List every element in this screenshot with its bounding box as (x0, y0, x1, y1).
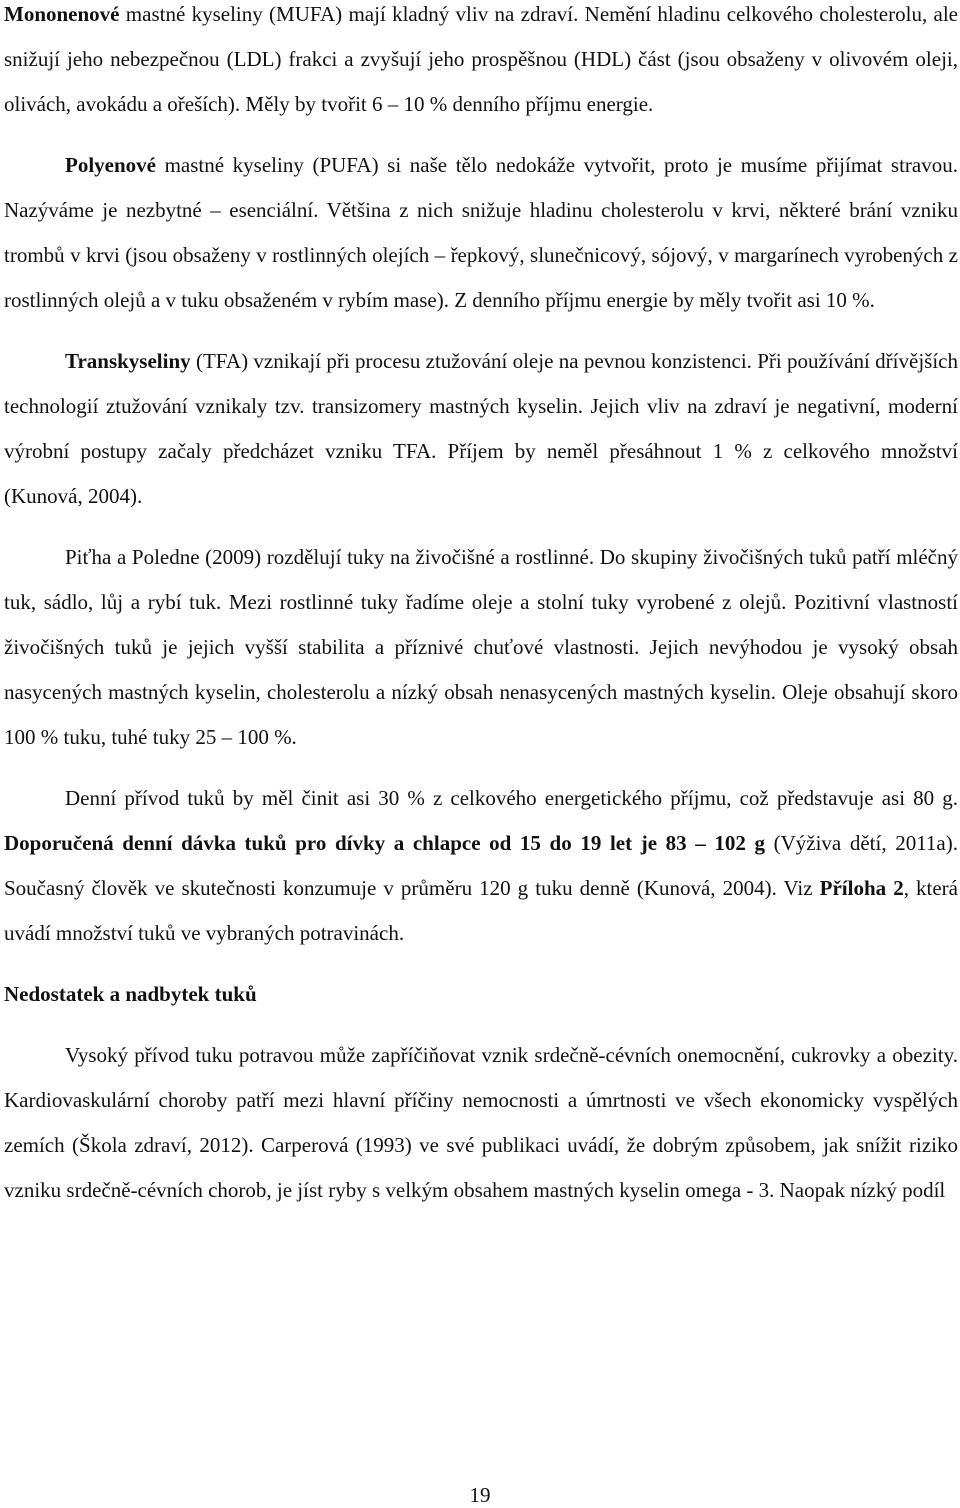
term-tfa: Transkyseliny (65, 349, 191, 373)
page-number: 19 (469, 1483, 491, 1507)
paragraph-tfa-text: (TFA) vznikají při procesu ztužování oleje na pevnou konzistenci. Při používání dřívějších technologií ztužování vznikaly tzv. transizomery mastných kyselin. Jejich vliv na zdraví je negativní, moderní výrobní postupy začaly předcházet vzniku TFA. Příjem by neměl přesáhnout 1 % z celkového množství (Kunová, 2004). (4, 349, 958, 508)
paragraph-pufa (4, 143, 958, 323)
paragraph-intake-part1: Denní přívod tuků by měl činit asi 30 % z celkového energetického příjmu, což představuje asi 80 g. (65, 786, 958, 810)
paragraph-excess (4, 1033, 958, 1213)
paragraph-excess-text: Vysoký přívod tuku potravou může zapříčiňovat vznik srdečně-cévních onemocnění, cukrovky a obezity. Kardiovaskulární choroby patří mezi hlavní příčiny nemocnosti a úmrtnosti ve všech ekonomicky vyspělých zemích (Škola zdraví, 2012). Carperová (1993) ve své publikaci uvádí, že dobrým způsobem, jak snížit riziko vzniku srdečně-cévních chorob, je jíst ryby s velkým obsahem mastných kyselin omega - 3. Naopak nízký podíl (4, 1043, 958, 1202)
paragraph-intake (4, 776, 958, 956)
recommended-dose: Doporučená denní dávka tuků pro dívky a chlapce od 15 do 19 let je 83 – 102 g (4, 831, 765, 855)
paragraph-mufa-text: mastné kyseliny (MUFA) mají kladný vliv na zdraví. Nemění hladinu celkového cholesterolu, ale snižují jeho nebezpečnou (LDL) frakci a zvyšují jeho prospěšnou (HDL) část (jsou obsaženy v olivovém oleji, olivách, avokádu a ořeších). Měly by tvořit 6 – 10 % denního příjmu energie. (4, 2, 958, 116)
paragraph-pufa-text: mastné kyseliny (PUFA) si naše tělo nedokáže vytvořit, proto je musíme přijímat stravou. Nazýváme je nezbytné – esenciální. Většina z nich snižuje hladinu cholesterolu v krvi, některé brání vzniku trombů v krvi (jsou obsaženy v rostlinných olejích – řepkový, slunečnicový, sójový, v margarínech vyrobených z rostlinných olejů a v tuku obsaženém v rybím mase). Z denního příjmu energie by měly tvořit asi 10 %. (4, 153, 958, 312)
term-mufa: Mononenové (4, 2, 120, 26)
paragraph-fats (4, 535, 958, 760)
paragraph-intake-part2: (Výživa dětí, 2011a). Současný člověk ve skutečnosti konzumuje v průměru 120 g tuku denně (Kunová, 2004). Viz (4, 831, 958, 900)
appendix-reference: Příloha 2 (819, 876, 904, 900)
term-pufa: Polyenové (65, 153, 156, 177)
paragraph-mufa (4, 0, 958, 127)
document-page (4, 0, 958, 1213)
paragraph-tfa (4, 339, 958, 519)
paragraph-fats-text: Piťha a Poledne (2009) rozdělují tuky na živočišné a rostlinné. Do skupiny živočišných tuků patří mléčný tuk, sádlo, lůj a rybí tuk. Mezi rostlinné tuky řadíme oleje a stolní tuky vyrobené z olejů. Pozitivní vlastností živočišných tuků je jejich vyšší stabilita a příznivé chuťové vlastnosti. Jejich nevýhodou je vysoký obsah nasycených mastných kyselin, cholesterolu a nízký obsah nenasycených mastných kyselin. Oleje obsahují skoro 100 % tuku, tuhé tuky 25 – 100 %. (4, 545, 958, 749)
paragraph-intake-part3: , která uvádí množství tuků ve vybraných potravinách. (4, 876, 958, 945)
section-heading: Nedostatek a nadbytek tuků (4, 982, 257, 1006)
